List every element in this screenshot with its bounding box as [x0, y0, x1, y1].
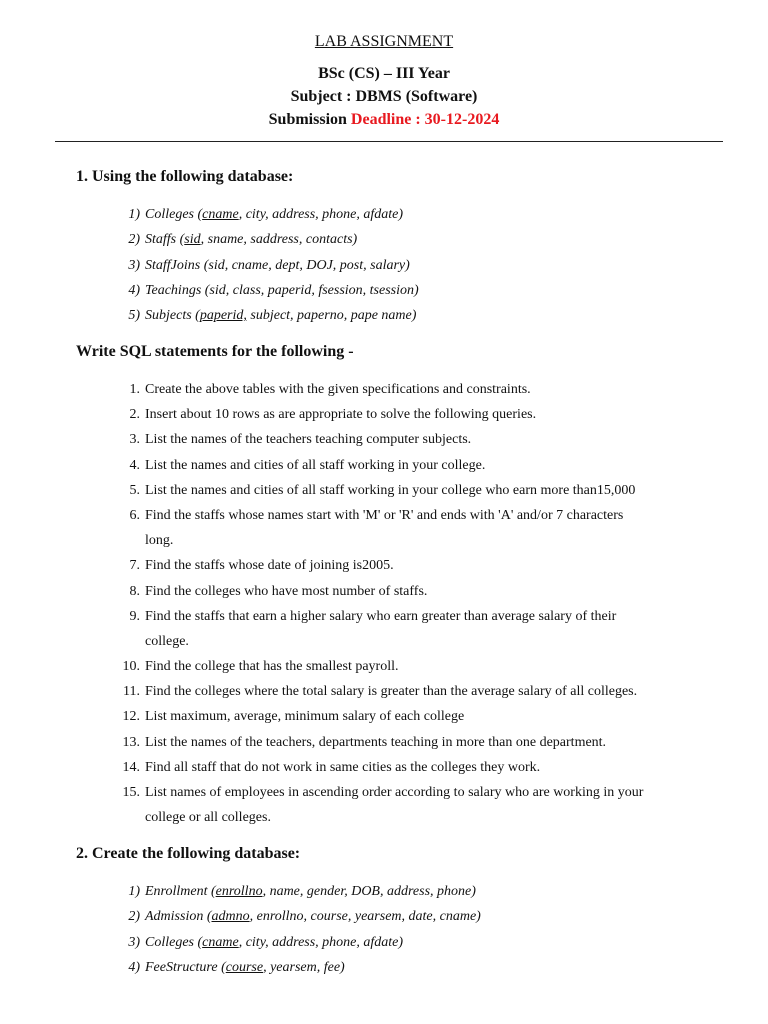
query-item — [0, 553, 768, 578]
table-list-item — [0, 202, 768, 227]
query-item — [0, 805, 768, 830]
subject-line: Subject : DBMS (Software) — [290, 88, 478, 105]
query-text: Find the colleges where the total salary is greater than the average salary of all colleges. — [145, 684, 638, 700]
table-definition — [145, 278, 419, 303]
query-text: Find the college that has the smallest payroll. — [145, 659, 399, 675]
table-definition — [145, 253, 410, 278]
table-columns: , city, address, phone, afdate) — [238, 934, 404, 950]
table-list-item — [0, 879, 768, 904]
query-text: List the names of the teachers, departments teaching in more than one department. — [145, 734, 607, 750]
course-line: BSc (CS) – III Year — [318, 65, 450, 82]
table-columns: , city, address, phone, afdate) — [238, 207, 404, 222]
query-text: Find all staff that do not work in same cities as the colleges they work. — [145, 759, 541, 775]
list-item-number: 3) — [128, 934, 140, 950]
query-text: List maximum, average, minimum salary of each college — [145, 709, 465, 725]
submission-label: Submission — [268, 111, 351, 128]
query-text: Find the staffs whose date of joining is2005. — [145, 558, 394, 574]
query-number: 11. — [123, 684, 140, 700]
table-list-item — [0, 955, 768, 980]
table-name: FeeStructure ( — [145, 959, 226, 975]
query-number: 3. — [129, 432, 140, 448]
list-item-number: 4) — [128, 282, 140, 298]
table-definition — [145, 930, 403, 955]
query-item — [0, 755, 768, 780]
table-columns: , sname, saddress, contacts) — [200, 232, 358, 248]
list-item-number: 4) — [128, 959, 140, 975]
table-list-item — [0, 278, 768, 303]
query-item — [0, 377, 768, 402]
table-name: Colleges ( — [145, 207, 203, 222]
query-item — [0, 679, 768, 704]
table-name: StaffJoins (sid, cname, dept, DOJ, post, salary) — [145, 257, 410, 273]
query-item — [0, 503, 768, 528]
primary-key: cname — [202, 934, 239, 950]
deadline-text: Deadline : 30-12-2024 — [350, 111, 500, 128]
submission-line — [0, 111, 768, 129]
sql-heading: Write SQL statements for the following - — [76, 343, 354, 360]
query-text: Find the staffs that earn a higher salary who earn greater than average salary of their — [145, 608, 617, 624]
query-text: Find the colleges who have most number of staffs. — [145, 583, 428, 599]
query-item — [0, 402, 768, 427]
primary-key: admno — [211, 909, 250, 925]
section1-table-list — [0, 202, 768, 328]
query-item — [0, 730, 768, 755]
header-divider — [55, 141, 723, 142]
query-item — [0, 780, 768, 805]
table-name: Colleges ( — [145, 934, 203, 950]
query-text: long. — [145, 533, 174, 549]
query-item — [0, 579, 768, 604]
sql-query-list — [0, 377, 768, 830]
query-item — [0, 478, 768, 503]
table-name: Teachings (sid, class, paperid, fsession, tsession) — [145, 282, 419, 298]
table-name: Subjects ( — [145, 308, 200, 324]
query-item — [0, 654, 768, 679]
table-list-item — [0, 904, 768, 929]
table-name: Admission ( — [145, 909, 212, 925]
table-list-item — [0, 930, 768, 955]
primary-key: enrollno — [215, 884, 263, 899]
query-text: List the names and cities of all staff working in your college who earn more than15,000 — [145, 482, 636, 498]
section1-heading: 1. Using the following database: — [76, 168, 294, 185]
table-list-item — [0, 253, 768, 278]
list-item-number: 3) — [128, 257, 140, 273]
section2-heading: 2. Create the following database: — [76, 845, 301, 862]
query-text: college or all colleges. — [145, 810, 271, 826]
query-number: 10. — [122, 659, 140, 675]
primary-key: paperid, — [199, 308, 247, 324]
query-item — [0, 453, 768, 478]
query-text: List the names and cities of all staff working in your college. — [145, 457, 486, 473]
table-columns: subject, paperno, pape name) — [246, 308, 417, 324]
primary-key: sid — [184, 232, 201, 248]
primary-key: course — [225, 959, 264, 975]
query-number: 12. — [122, 709, 140, 725]
table-definition — [145, 303, 416, 328]
query-text: List names of employees in ascending order according to salary who are working in your — [145, 785, 644, 800]
query-number: 9. — [129, 608, 140, 624]
list-item-number: 2) — [128, 909, 140, 925]
table-definition — [145, 202, 403, 227]
primary-key: cname — [202, 207, 239, 222]
query-text: List the names of the teachers teaching computer subjects. — [145, 432, 472, 448]
list-item-number: 5) — [128, 308, 140, 324]
document-title: LAB ASSIGNMENT — [314, 33, 454, 50]
table-definition — [145, 879, 476, 904]
query-text: college. — [145, 633, 189, 649]
table-list-item — [0, 227, 768, 252]
query-number: 14. — [122, 759, 140, 775]
table-definition — [145, 227, 357, 252]
query-item — [0, 604, 768, 629]
query-number: 4. — [129, 457, 140, 473]
table-definition — [145, 904, 481, 929]
table-columns: , name, gender, DOB, address, phone) — [262, 884, 476, 899]
list-item-number: 1) — [128, 884, 140, 899]
query-number: 13. — [122, 734, 140, 750]
table-columns: , enrollno, course, yearsem, date, cname) — [249, 909, 481, 925]
query-text: Find the staffs whose names start with 'M' or 'R' and ends with 'A' and/or 7 characters — [145, 507, 624, 523]
query-text: Create the above tables with the given specifications and constraints. — [145, 382, 531, 397]
table-columns: , yearsem, fee) — [263, 959, 345, 975]
query-text: Insert about 10 rows as are appropriate to solve the following queries. — [145, 407, 537, 423]
query-number: 1. — [129, 382, 140, 397]
query-number: 6. — [129, 507, 140, 523]
query-number: 7. — [129, 558, 140, 574]
table-name: Staffs ( — [145, 232, 185, 248]
list-item-number: 1) — [128, 207, 140, 222]
query-number: 8. — [129, 583, 140, 599]
table-list-item — [0, 303, 768, 328]
query-number: 5. — [129, 482, 140, 498]
query-number: 15. — [122, 785, 140, 800]
query-item — [0, 704, 768, 729]
table-name: Enrollment ( — [145, 884, 216, 899]
section2-table-list — [0, 879, 768, 980]
list-item-number: 2) — [128, 232, 140, 248]
query-item — [0, 427, 768, 452]
query-number: 2. — [129, 407, 140, 423]
query-item — [0, 629, 768, 654]
table-definition — [145, 955, 345, 980]
query-item — [0, 528, 768, 553]
